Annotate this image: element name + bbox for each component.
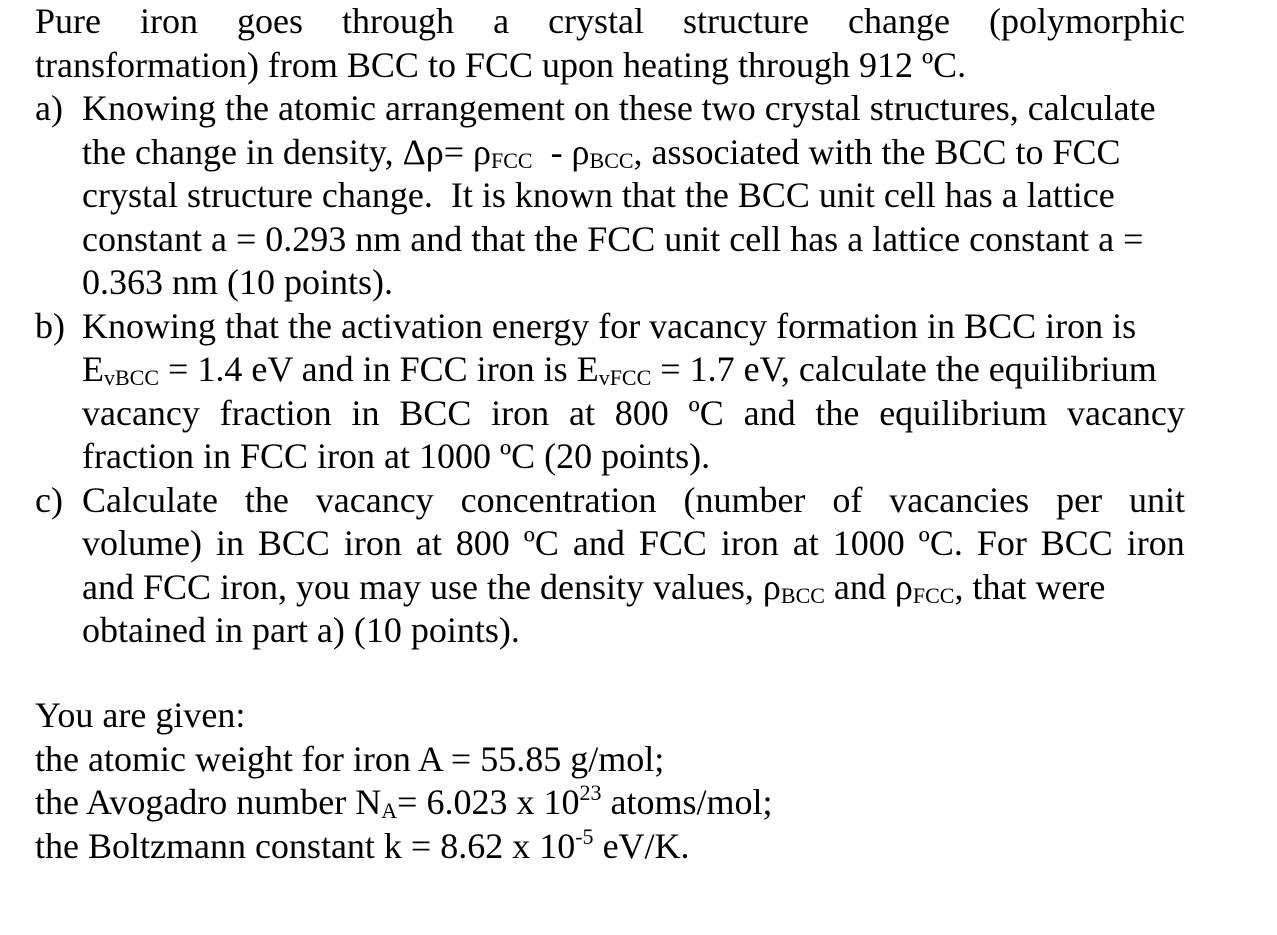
given-boltzmann	[35, 825, 1185, 869]
part-a-line-2	[82, 131, 1185, 175]
intro-line-2: transformation) from BCC to FCC upon heating through 912 ºC.	[35, 44, 967, 85]
part-b-line-3-word: equilibrium	[879, 392, 1048, 433]
part-b-line-3-word: iron	[491, 392, 550, 433]
boltzmann-unit: eV/K.	[593, 825, 690, 866]
part-b-line-1: Knowing that the activation energy for vacancy formation in BCC iron is	[82, 305, 1137, 346]
part-b-line-3-word: BCC	[399, 392, 472, 433]
part-c-line-2-word: at	[415, 523, 442, 563]
avogadro-text: the Avogadro number N	[35, 782, 382, 822]
boltzmann-text: the Boltzmann constant k = 8.62 x 10	[35, 825, 576, 866]
energy-fcc-subscript: vFCC	[598, 365, 652, 390]
intro-line-1-word: iron	[140, 1, 199, 41]
part-b-line-3-word: at	[568, 392, 595, 433]
part-b-line-3	[82, 392, 1185, 436]
intro-line-1-word: crystal	[548, 1, 645, 41]
part-c-line-1-word: of	[832, 479, 863, 520]
part-b-line-4: fraction in FCC iron at 1000 ºC (20 points).	[82, 436, 711, 476]
intro-line-1-word: structure	[683, 1, 809, 41]
part-c	[35, 479, 1185, 653]
part-b-line-3-word: vacancy	[1066, 392, 1185, 433]
minus-rho-text: - ρ	[532, 131, 590, 172]
part-c-line-1-word: per	[1056, 479, 1103, 520]
part-c-line-1-word: vacancy	[315, 479, 434, 520]
part-c-line-3-mid: and ρ	[824, 566, 913, 607]
part-c-line-4: obtained in part a) (10 points).	[82, 610, 520, 650]
rho-bcc-subscript-c: BCC	[780, 582, 825, 608]
part-b-line-2-tail: = 1.7 eV, calculate the equilibrium	[651, 349, 1157, 389]
part-a-line-5: 0.363 nm (10 points).	[82, 262, 393, 302]
part-b-line-2	[82, 348, 1185, 392]
part-a	[35, 87, 1185, 305]
part-c-line-2-word: and	[572, 523, 625, 563]
part-c-line-2-word: 800	[455, 523, 510, 563]
part-c-line-1-word: vacancies	[889, 479, 1030, 520]
energy-symbol-bcc: E	[82, 349, 104, 389]
part-a-marker: a)	[35, 88, 63, 128]
boltzmann-exponent: -5	[575, 823, 594, 849]
density-change-text: the change in density, Δρ= ρ	[82, 131, 491, 172]
intro-line-1	[35, 0, 1185, 44]
part-c-line-1-word: Calculate	[82, 479, 218, 520]
energy-bcc-subscript: vBCC	[104, 365, 160, 390]
part-c-line-1-word: unit	[1128, 479, 1185, 520]
given-heading: You are given:	[35, 695, 246, 735]
intro-line-1-word: (polymorphic	[988, 1, 1185, 41]
part-c-line-2-word: ºC	[523, 523, 559, 563]
intro-line-1-word: through	[342, 1, 455, 41]
part-c-line-2-word: iron	[720, 523, 779, 563]
part-b-line-2-mid: = 1.4 eV and in FCC iron is E	[159, 349, 599, 389]
part-c-line-2-word: For	[976, 523, 1027, 563]
part-c-line-2-word: 1000	[832, 523, 905, 563]
part-b-line-3-word: and	[743, 392, 796, 433]
part-c-line-2-word: ºC.	[918, 523, 963, 563]
part-c-line-2-word: iron	[343, 523, 402, 563]
part-c-line-2-word: in	[215, 523, 244, 563]
part-b-line-3-word: vacancy	[82, 392, 200, 433]
part-a-line-4: constant a = 0.293 nm and that the FCC unit cell has a lattice constant a =	[82, 218, 1144, 259]
part-c-line-1-word: (number	[683, 479, 806, 520]
part-a-line-3: crystal structure change. It is known that the BCC unit cell has a lattice	[82, 175, 1115, 215]
avogadro-exponent: 23	[579, 780, 602, 805]
part-c-line-2-word: at	[792, 523, 819, 563]
avogadro-subscript: A	[381, 798, 398, 823]
problem-document	[35, 0, 1185, 868]
part-c-line-1	[82, 479, 1185, 523]
part-c-line-2-word: volume)	[82, 523, 202, 563]
part-c-line-2-word: BCC	[1040, 523, 1113, 563]
given-avogadro	[35, 781, 1185, 825]
blank-line	[35, 653, 1185, 697]
part-a-line-1: Knowing the atomic arrangement on these two crystal structures, calculate	[82, 88, 1156, 128]
part-c-line-1-word: the	[244, 479, 289, 520]
part-b-line-3-word: 800	[614, 392, 669, 433]
part-c-line-3	[82, 566, 1185, 610]
given-atomic-weight: the atomic weight for iron A = 55.85 g/mol;	[35, 738, 665, 779]
part-c-line-1-word: concentration	[460, 479, 657, 520]
rho-fcc-subscript: FCC	[490, 147, 533, 173]
part-b-line-3-word: the	[815, 392, 860, 433]
part-c-line-2-word: iron	[1126, 523, 1185, 563]
part-c-line-2	[82, 522, 1185, 566]
part-b-line-3-word: ºC	[688, 392, 724, 433]
part-a-line-2-tail: , associated with the BCC to FCC	[633, 131, 1121, 172]
avogadro-value: = 6.023 x 10	[397, 782, 580, 822]
part-c-line-2-word: BCC	[257, 523, 330, 563]
intro-line-1-word: Pure	[35, 1, 101, 41]
intro-line-1-word: a	[493, 1, 510, 41]
part-b-line-3-word: fraction	[219, 392, 332, 433]
rho-fcc-subscript-c: FCC	[912, 582, 955, 608]
part-b-line-3-word: in	[351, 392, 380, 433]
intro-line-1-word: goes	[237, 1, 304, 41]
part-b	[35, 305, 1185, 479]
part-c-line-3-tail: , that were	[954, 566, 1106, 607]
part-c-line-3-head: and FCC iron, you may use the density values, ρ	[82, 566, 781, 607]
avogadro-unit: atoms/mol;	[601, 782, 773, 822]
part-b-marker: b)	[35, 305, 65, 346]
rho-bcc-subscript: BCC	[589, 147, 634, 173]
part-c-line-2-word: FCC	[638, 523, 707, 563]
part-c-marker: c)	[35, 479, 63, 520]
intro-line-1-word: change	[848, 1, 950, 41]
